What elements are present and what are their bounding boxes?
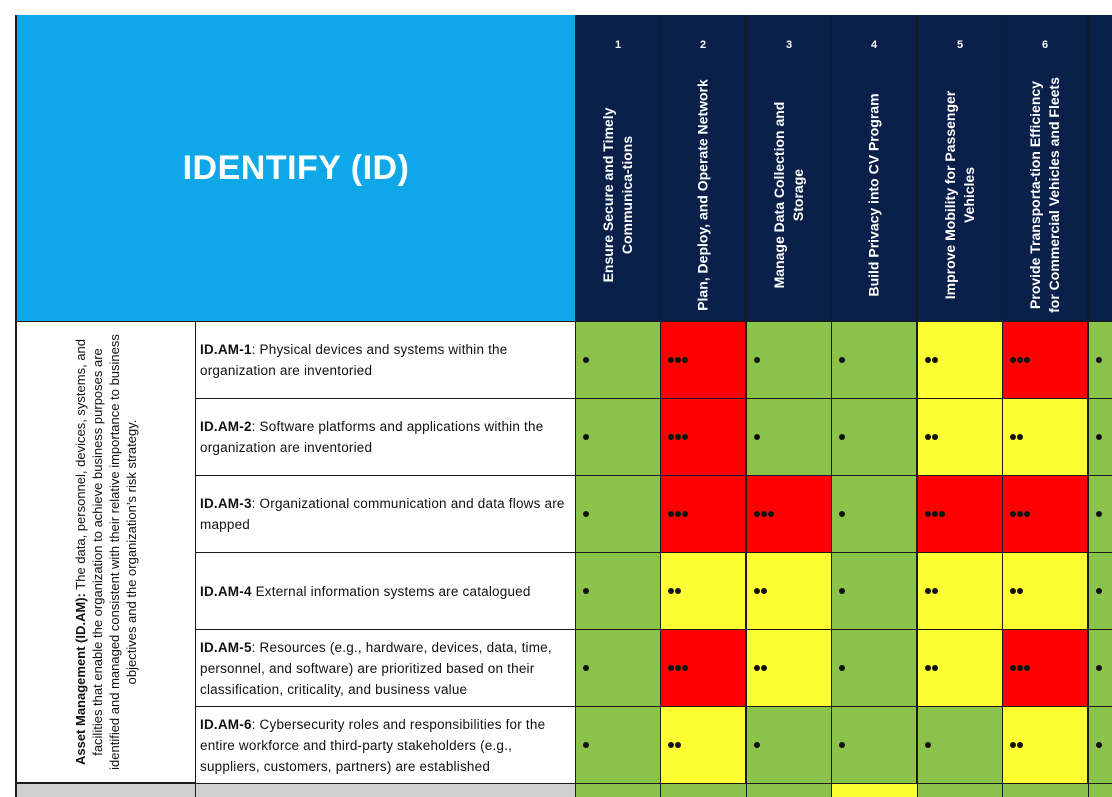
score-dots (1010, 357, 1030, 363)
identify-title-cell (17, 15, 575, 321)
dot-icon (761, 588, 767, 594)
score-dots (754, 742, 760, 748)
score-cell (832, 553, 916, 629)
score-dots (839, 665, 845, 671)
next-row-cell (661, 784, 746, 797)
score-dots (925, 665, 938, 671)
score-cell (576, 553, 660, 629)
score-cell (661, 399, 745, 475)
score-cell (661, 476, 745, 552)
score-dots (668, 511, 688, 517)
score-cell (576, 707, 660, 783)
score-cell (747, 322, 831, 398)
dot-icon (1010, 742, 1016, 748)
column-header-2 (661, 15, 745, 321)
score-dots (925, 511, 945, 517)
subcategory-text (200, 416, 569, 458)
score-dots (1010, 588, 1023, 594)
dot-icon (1017, 665, 1023, 671)
dot-icon (932, 511, 938, 517)
subcategory-text (200, 581, 531, 602)
dot-icon (768, 511, 774, 517)
score-dots (668, 742, 681, 748)
dot-icon (675, 511, 681, 517)
dot-icon (1024, 511, 1030, 517)
dot-icon (583, 357, 589, 363)
subcategory-code: ID.AM-1 (200, 342, 252, 357)
subcategory-text (200, 637, 569, 700)
score-cell (1089, 399, 1112, 475)
dot-icon (839, 742, 845, 748)
dot-icon (675, 742, 681, 748)
dot-icon (1096, 434, 1102, 440)
column-number: 1 (614, 39, 622, 51)
score-dots (583, 511, 589, 517)
dot-icon (682, 665, 688, 671)
column-label: Manage Data Collection and Storage (771, 101, 806, 289)
dot-icon (583, 665, 589, 671)
dot-icon (925, 434, 931, 440)
dot-icon (1096, 742, 1102, 748)
column-label: Ensure Secure and Timely Communica-tions (600, 107, 635, 283)
category-cell (17, 322, 195, 782)
score-cell (918, 322, 1002, 398)
dot-icon (754, 665, 760, 671)
subcategory-code: ID.AM-2 (200, 419, 252, 434)
score-dots (839, 742, 845, 748)
score-dots (1096, 588, 1102, 594)
score-cell (747, 630, 831, 706)
score-dots (668, 434, 688, 440)
score-dots (583, 665, 589, 671)
dot-icon (1096, 665, 1102, 671)
score-dots (925, 357, 938, 363)
score-dots (583, 742, 589, 748)
subcategory-text (200, 339, 569, 381)
score-dots (1096, 665, 1102, 671)
dot-icon (1010, 588, 1016, 594)
score-dots (668, 588, 681, 594)
dot-icon (682, 434, 688, 440)
score-dots (583, 357, 589, 363)
subcategory-cell (196, 322, 575, 398)
dot-icon (839, 511, 845, 517)
score-dots (1010, 434, 1023, 440)
score-cell (576, 399, 660, 475)
score-cell (1089, 707, 1112, 783)
column-number: 4 (870, 39, 878, 51)
dot-icon (1017, 357, 1023, 363)
column-header-3 (747, 15, 831, 321)
column-header-7 (1089, 15, 1112, 321)
score-dots (839, 434, 845, 440)
score-dots (925, 588, 938, 594)
dot-icon (1017, 588, 1023, 594)
score-cell (747, 553, 831, 629)
dot-icon (668, 357, 674, 363)
score-cell (918, 707, 1002, 783)
score-cell (661, 553, 745, 629)
score-cell (1003, 322, 1087, 398)
dot-icon (668, 588, 674, 594)
dot-icon (1010, 511, 1016, 517)
dot-icon (682, 357, 688, 363)
column-number: 2 (699, 39, 707, 51)
category-text: The data, personnel, devices, systems, and facilities that enable the organization to achieve business purposes are identified and managed consistent with their relative importance to business objectives and the organization’s risk strategy. (73, 334, 139, 770)
subcategory-description: : Physical devices and systems within the organization are inventoried (200, 342, 508, 378)
next-row-cell (918, 784, 1002, 797)
subcategory-cell (196, 707, 575, 783)
dot-icon (675, 434, 681, 440)
score-cell (1003, 630, 1087, 706)
column-number: 5 (956, 39, 964, 51)
dot-icon (675, 588, 681, 594)
score-cell (918, 399, 1002, 475)
score-cell (1089, 476, 1112, 552)
category-code: Asset Management (ID.AM): (73, 593, 88, 766)
dot-icon (583, 511, 589, 517)
dot-icon (583, 588, 589, 594)
dot-icon (754, 357, 760, 363)
dot-icon (675, 665, 681, 671)
score-cell (661, 630, 745, 706)
subcategory-description: External information systems are catalogued (251, 583, 531, 599)
dot-icon (583, 742, 589, 748)
dot-icon (925, 665, 931, 671)
subcategory-description: : Organizational communication and data flows are mapped (200, 496, 565, 532)
score-cell (576, 322, 660, 398)
subcategory-text (200, 493, 569, 535)
dot-icon (925, 588, 931, 594)
score-cell (1003, 476, 1087, 552)
column-header-5 (918, 15, 1002, 321)
subcategory-description: : Cybersecurity roles and responsibilities for the entire workforce and third-party stakeholders (e.g., suppliers, customers, partners) are established (200, 716, 546, 774)
dot-icon (1024, 357, 1030, 363)
score-cell (661, 322, 745, 398)
dot-icon (1096, 588, 1102, 594)
score-dots (668, 665, 688, 671)
column-label: Provide Transporta-tion Efficiency for Commercial Vehicles and Fleets (1027, 77, 1062, 313)
score-dots (925, 742, 931, 748)
dot-icon (1024, 665, 1030, 671)
score-dots (839, 357, 845, 363)
score-cell (576, 630, 660, 706)
dot-icon (1096, 511, 1102, 517)
subcategory-cell (196, 630, 575, 706)
dot-icon (839, 665, 845, 671)
score-cell (918, 553, 1002, 629)
column-label: Build Privacy into CV Program (865, 93, 882, 297)
score-dots (583, 434, 589, 440)
dot-icon (1096, 357, 1102, 363)
dot-icon (939, 511, 945, 517)
dot-icon (668, 434, 674, 440)
score-dots (754, 588, 767, 594)
dot-icon (839, 357, 845, 363)
score-dots (754, 434, 760, 440)
dot-icon (754, 434, 760, 440)
score-cell (1089, 322, 1112, 398)
score-cell (747, 476, 831, 552)
subcategory-text (200, 714, 569, 777)
dot-icon (682, 511, 688, 517)
subcategory-description: : Resources (e.g., hardware, devices, data, time, personnel, and software) are prioritized based on their classification, criticality, and business value (200, 639, 552, 697)
score-cell (661, 707, 745, 783)
next-row-cell (17, 784, 195, 797)
score-cell (918, 476, 1002, 552)
score-cell (832, 707, 916, 783)
score-cell (576, 476, 660, 552)
dot-icon (1010, 357, 1016, 363)
score-cell (918, 630, 1002, 706)
column-label: Plan, Deploy, and Operate Network (694, 79, 711, 311)
score-cell (832, 322, 916, 398)
score-dots (839, 511, 845, 517)
subcategory-code: ID.AM-5 (200, 639, 252, 655)
dot-icon (668, 742, 674, 748)
dot-icon (1017, 511, 1023, 517)
column-label: Improve Mobility for Passenger Vehicles (942, 90, 977, 300)
next-row-cell (1089, 784, 1112, 797)
score-cell (832, 399, 916, 475)
score-dots (1010, 511, 1030, 517)
score-dots (754, 357, 760, 363)
subcategory-cell (196, 553, 575, 629)
score-cell (747, 399, 831, 475)
dot-icon (1017, 434, 1023, 440)
dot-icon (925, 357, 931, 363)
dot-icon (932, 357, 938, 363)
identify-title: IDENTIFY (ID) (182, 148, 410, 187)
score-cell (747, 707, 831, 783)
dot-icon (1017, 742, 1023, 748)
score-dots (839, 588, 845, 594)
column-header-1 (576, 15, 660, 321)
score-cell (1003, 553, 1087, 629)
next-row-cell (1003, 784, 1088, 797)
score-cell (1089, 630, 1112, 706)
dot-icon (925, 511, 931, 517)
score-dots (1010, 742, 1023, 748)
dot-icon (932, 665, 938, 671)
dot-icon (668, 665, 674, 671)
next-row-cell (747, 784, 831, 797)
dot-icon (754, 511, 760, 517)
dot-icon (675, 357, 681, 363)
dot-icon (1010, 665, 1016, 671)
subcategory-cell (196, 399, 575, 475)
score-cell (1003, 399, 1087, 475)
column-header-4 (832, 15, 916, 321)
score-dots (754, 665, 767, 671)
dot-icon (1010, 434, 1016, 440)
score-dots (668, 357, 688, 363)
next-row-cell (832, 784, 917, 797)
score-dots (1096, 357, 1102, 363)
subcategory-code: ID.AM-3 (200, 496, 252, 511)
subcategory-description: : Software platforms and applications within the organization are inventoried (200, 419, 544, 455)
score-cell (832, 476, 916, 552)
column-header-6 (1003, 15, 1087, 321)
dot-icon (932, 434, 938, 440)
subcategory-code: ID.AM-4 (200, 583, 252, 599)
column-number: 3 (785, 39, 793, 51)
score-dots (1010, 665, 1030, 671)
dot-icon (761, 511, 767, 517)
score-dots (1096, 742, 1102, 748)
dot-icon (583, 434, 589, 440)
subcategory-cell (196, 476, 575, 552)
dot-icon (668, 511, 674, 517)
dot-icon (839, 434, 845, 440)
score-dots (583, 588, 589, 594)
category-description (72, 332, 140, 772)
dot-icon (925, 742, 931, 748)
column-number: 6 (1041, 39, 1049, 51)
dot-icon (754, 742, 760, 748)
dot-icon (754, 588, 760, 594)
next-row-cell (576, 784, 660, 797)
dot-icon (761, 665, 767, 671)
score-dots (1096, 511, 1102, 517)
score-cell (832, 630, 916, 706)
score-dots (754, 511, 774, 517)
next-row-cell (196, 784, 575, 797)
score-dots (925, 434, 938, 440)
score-cell (1089, 553, 1112, 629)
score-dots (1096, 434, 1102, 440)
dot-icon (932, 588, 938, 594)
score-cell (1003, 707, 1087, 783)
subcategory-code: ID.AM-6 (200, 716, 252, 732)
dot-icon (839, 588, 845, 594)
